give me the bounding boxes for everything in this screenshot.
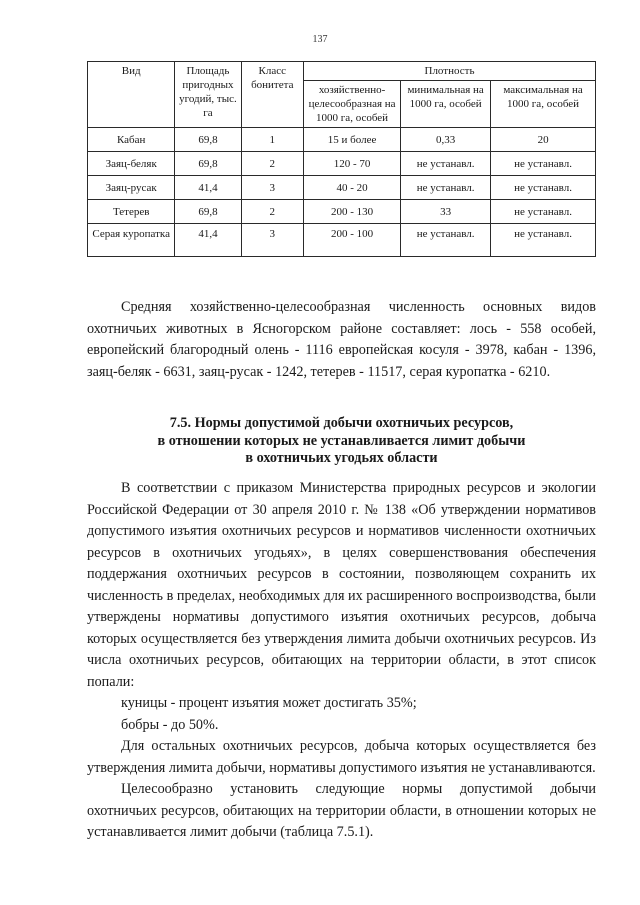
page-number: 137 — [312, 34, 328, 45]
cell-quality-class: 2 — [241, 200, 303, 224]
cell-optimal: 40 - 20 — [303, 176, 400, 200]
cell-min: 33 — [401, 200, 491, 224]
cell-min: не устанавл. — [401, 152, 491, 176]
cell-min: не устанавл. — [401, 176, 491, 200]
cell-area: 41,4 — [175, 224, 241, 257]
section-title — [87, 415, 596, 468]
cell-species: Заяц-беляк — [88, 152, 175, 176]
cell-area: 69,8 — [175, 152, 241, 176]
paragraph-order: В соответствии с приказом Министерства природных ресурсов и экологии Российской Федерации от 30 апреля 2010 г. № 138 «Об утверждении нормативов допустимого изъятия охотничьих ресурсов и нормативов численности охотничьих ресурсов в охотничьих угодьях», в целях совершенствования обеспечения поддержания охотничьих ресурсов в состоянии, позволяющем сохранить их численность в пределах, необходимых для их расширенного воспроизводства, были утверждены нормативы допустимого изъятия охотничьих ресурсов, добыча которых осуществляется без утверждения лимита добычи охотничьих ресурсов. Из числа охотничьих ресурсов, обитающих на территории области, в этот список попали: — [87, 480, 596, 690]
cell-quality-class: 2 — [241, 152, 303, 176]
cell-species: Кабан — [88, 128, 175, 152]
cell-quality-class: 1 — [241, 128, 303, 152]
cell-max: не устанавл. — [491, 200, 596, 224]
cell-min: не устанавл. — [401, 224, 491, 257]
paragraph-others: Для остальных охотничьих ресурсов, добыча которых осуществляется без утверждения лимита добычи, нормативы допустимого изъятия не устанавливаются. — [87, 738, 596, 776]
header-density-min: минимальная на 1000 га, особей — [401, 81, 491, 128]
density-table — [87, 61, 596, 257]
cell-max: не устанавл. — [491, 152, 596, 176]
header-density: Плотность — [303, 62, 595, 81]
section-title-line-3: в охотничьих угодьях области — [245, 450, 438, 466]
paragraph-recommend: Целесообразно установить следующие нормы допустимой добычи охотничьих ресурсов, обитающих на территории области, в отношении которых не устанавливается лимит добычи (таблица 7.5.1). — [87, 781, 596, 840]
header-area: Площадь пригодных угодий, тыс. га — [175, 62, 241, 128]
cell-optimal: 15 и более — [303, 128, 400, 152]
cell-max: 20 — [491, 128, 596, 152]
table-row — [88, 152, 596, 176]
list-item: куницы - процент изъятия может достигать 35%; — [121, 695, 417, 711]
paragraph-average: Средняя хозяйственно-целесообразная численность основных видов охотничьих животных в Ясногорском районе составляет: лось - 558 особей, европейский благородный олень - 1116 европейская косуля - 3978, кабан - 1396, заяц-беляк - 6631, заяц-русак - 1242, тетерев - 11517, серая куропатка - 6210. — [87, 299, 596, 380]
section-title-line-1: 7.5. Нормы допустимой добычи охотничьих ресурсов, — [169, 415, 514, 431]
cell-quality-class: 3 — [241, 176, 303, 200]
cell-species: Тетерев — [88, 200, 175, 224]
list-item: бобры - до 50%. — [121, 716, 219, 733]
cell-quality-class: 3 — [241, 224, 303, 257]
cell-optimal: 200 - 130 — [303, 200, 400, 224]
cell-area: 41,4 — [175, 176, 241, 200]
cell-species: Серая куропатка — [88, 224, 175, 257]
table-row — [88, 224, 596, 257]
cell-optimal: 200 - 100 — [303, 224, 400, 257]
header-density-optimal: хозяйственно-целесообразная на 1000 га, особей — [303, 81, 400, 128]
table-row — [88, 128, 596, 152]
cell-optimal: 120 - 70 — [303, 152, 400, 176]
table-row — [88, 176, 596, 200]
cell-min: 0,33 — [401, 128, 491, 152]
cell-species: Заяц-русак — [88, 176, 175, 200]
cell-area: 69,8 — [175, 200, 241, 224]
cell-area: 69,8 — [175, 128, 241, 152]
body-text — [87, 478, 596, 844]
header-quality-class: Класс бонитета — [241, 62, 303, 128]
average-count-paragraph — [87, 297, 596, 383]
table-row — [88, 200, 596, 224]
cell-max: не устанавл. — [491, 224, 596, 257]
section-title-line-2: в отношении которых не устанавливается лимит добычи — [157, 432, 526, 449]
cell-max: не устанавл. — [491, 176, 596, 200]
header-density-max: максимальная на 1000 га, особей — [491, 81, 596, 128]
header-species: Вид — [88, 62, 175, 128]
